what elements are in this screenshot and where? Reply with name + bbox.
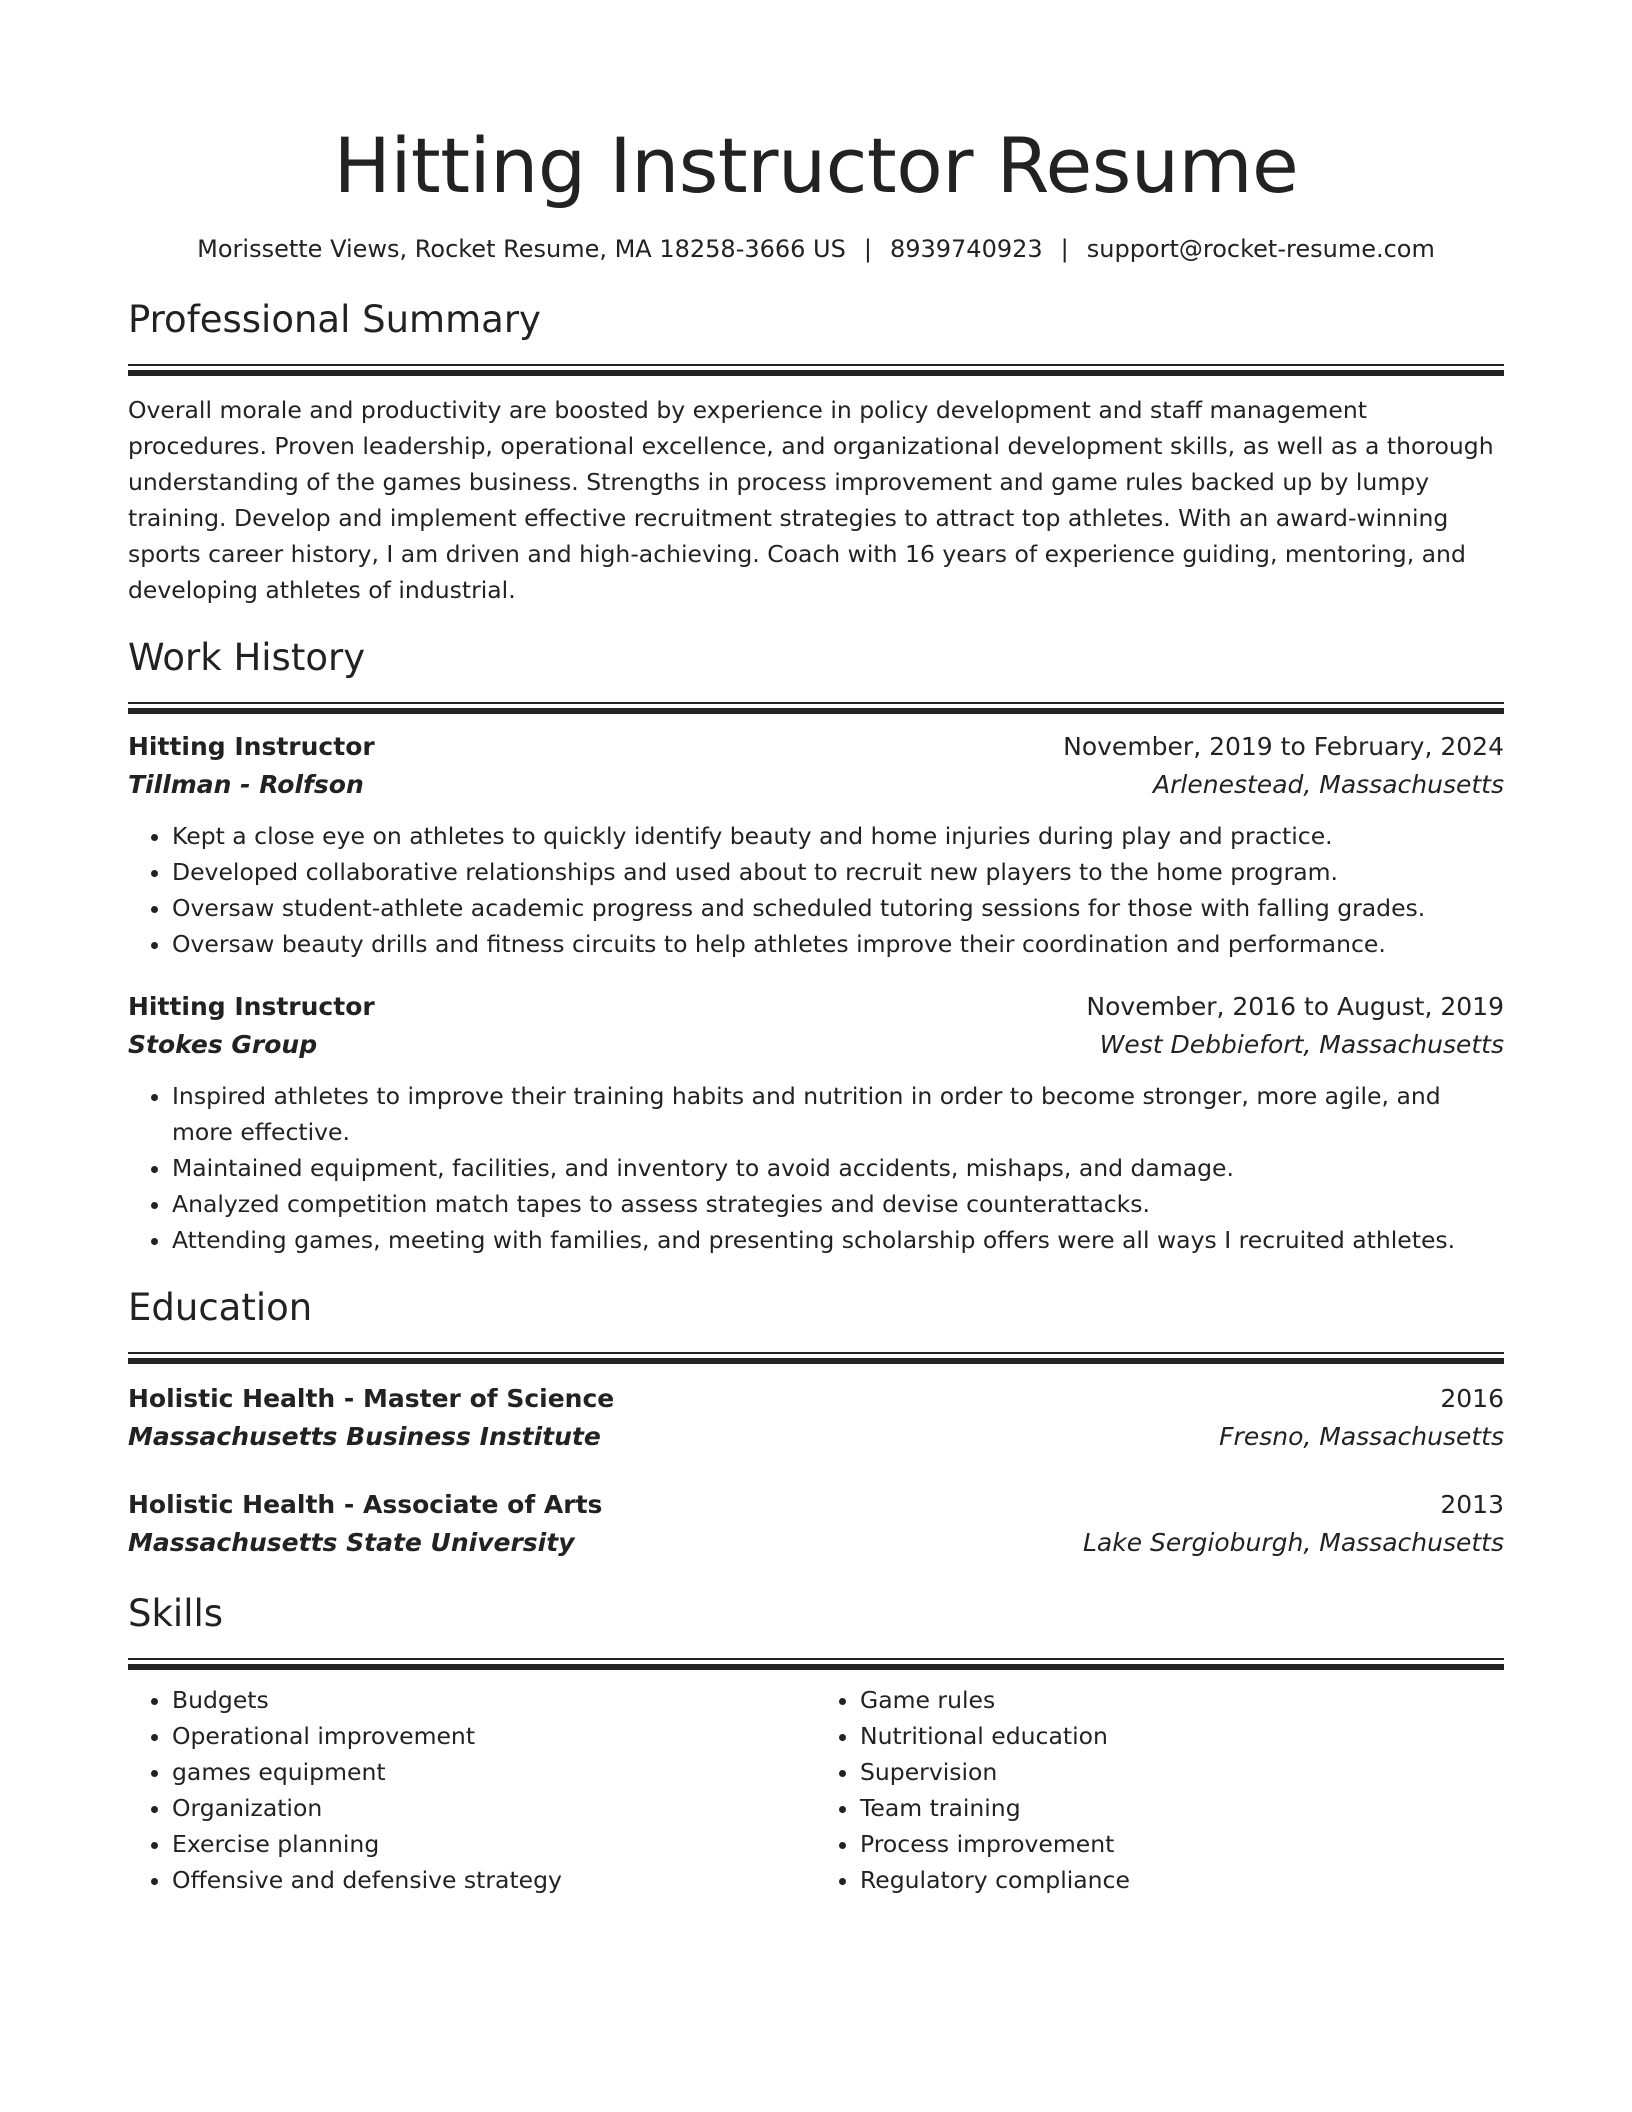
list-item: • Maintained equipment, facilities, and inventory to avoid accidents, mishaps, and damage. (172, 1150, 1504, 1186)
education-degree: Holistic Health - Associate of Arts (128, 1490, 603, 1519)
list-item: • Nutritional education (860, 1718, 1504, 1754)
job-company-row (128, 766, 1504, 804)
contact-separator: | (1060, 235, 1069, 263)
education-school: Massachusetts Business Institute (128, 1422, 601, 1451)
list-item: • Attending games, meeting with families, and presenting scholarship offers were all ways I recruited athletes. (172, 1222, 1504, 1258)
section-divider (128, 1352, 1504, 1364)
summary-section (128, 296, 1504, 608)
job-location: West Debbiefort, Massachusetts (1099, 1030, 1504, 1059)
job-header-row (128, 988, 1504, 1026)
education-school: Massachusetts State University (128, 1528, 575, 1557)
list-item: • games equipment (172, 1754, 816, 1790)
list-item: • Oversaw beauty drills and fitness circuits to help athletes improve their coordination and performance. (172, 926, 1504, 962)
education-location: Fresno, Massachusetts (1219, 1422, 1504, 1451)
section-divider (128, 364, 1504, 376)
education-school-row (128, 1524, 1504, 1562)
contact-address: Morissette Views, Rocket Resume, MA 18258-3666 US (197, 235, 846, 263)
work-section (128, 634, 1504, 1258)
list-item: • Kept a close eye on athletes to quickly identify beauty and home injuries during play and practice. (172, 818, 1504, 854)
contact-email: support@rocket-resume.com (1086, 235, 1435, 263)
job-location: Arlenestead, Massachusetts (1153, 770, 1504, 799)
contact-separator: | (863, 235, 872, 263)
contact-line (128, 232, 1504, 266)
education-school-row (128, 1418, 1504, 1456)
list-item: • Process improvement (860, 1826, 1504, 1862)
education-section (128, 1284, 1504, 1562)
education-header-row (128, 1486, 1504, 1524)
job-bullets (128, 1078, 1504, 1258)
education-entry (128, 1380, 1504, 1456)
list-item: • Developed collaborative relationships and used about to recruit new players to the home program. (172, 854, 1504, 890)
job-company-row (128, 1026, 1504, 1064)
job-dates: November, 2016 to August, 2019 (1086, 992, 1504, 1021)
job-entry (128, 988, 1504, 1258)
list-item: • Inspired athletes to improve their training habits and nutrition in order to become stronger, more agile, and more effective. (172, 1078, 1504, 1150)
skills-section (128, 1590, 1504, 1898)
section-title-skills: Skills (128, 1592, 224, 1635)
education-header-row (128, 1380, 1504, 1418)
skills-list-left (128, 1682, 816, 1898)
education-year: 2016 (1440, 1384, 1504, 1413)
job-dates: November, 2019 to February, 2024 (1063, 732, 1504, 761)
skills-columns (128, 1682, 1504, 1898)
section-divider (128, 702, 1504, 714)
list-item: • Exercise planning (172, 1826, 816, 1862)
education-location: Lake Sergioburgh, Massachusetts (1082, 1528, 1504, 1557)
job-title: Hitting Instructor (128, 732, 375, 761)
education-degree: Holistic Health - Master of Science (128, 1384, 615, 1413)
skills-list-right (816, 1682, 1504, 1898)
education-year: 2013 (1440, 1490, 1504, 1519)
list-item: • Oversaw student-athlete academic progress and scheduled tutoring sessions for those with falling grades. (172, 890, 1504, 926)
list-item: • Offensive and defensive strategy (172, 1862, 816, 1898)
summary-text: Overall morale and productivity are boosted by experience in policy development and staff management procedures. Proven leadership, operational excellence, and organizational development skills, as well as a thorough understanding of the games business. Strengths in process improvement and game rules backed up by lumpy training. Develop and implement effective recruitment strategies to attract top athletes. With an award-winning sports career history, I am driven and high-achieving. Coach with 16 years of experience guiding, mentoring, and developing athletes of industrial. (128, 396, 1494, 604)
list-item: • Analyzed competition match tapes to assess strategies and devise counterattacks. (172, 1186, 1504, 1222)
list-item: • Organization (172, 1790, 816, 1826)
section-title-education: Education (128, 1286, 313, 1329)
list-item: • Team training (860, 1790, 1504, 1826)
job-header-row (128, 728, 1504, 766)
job-company: Tillman - Rolfson (128, 770, 364, 799)
job-title: Hitting Instructor (128, 992, 375, 1021)
resume-title: Hitting Instructor Resume (333, 121, 1299, 210)
list-item: • Operational improvement (172, 1718, 816, 1754)
job-company: Stokes Group (128, 1030, 318, 1059)
list-item: • Supervision (860, 1754, 1504, 1790)
contact-phone: 8939740923 (889, 235, 1043, 263)
job-bullets (128, 818, 1504, 962)
list-item: • Regulatory compliance (860, 1862, 1504, 1898)
job-entry (128, 728, 1504, 962)
list-item: • Game rules (860, 1682, 1504, 1718)
section-divider (128, 1658, 1504, 1670)
education-entry (128, 1486, 1504, 1562)
section-title-summary: Professional Summary (128, 298, 541, 341)
list-item: • Budgets (172, 1682, 816, 1718)
section-title-work: Work History (128, 636, 366, 679)
